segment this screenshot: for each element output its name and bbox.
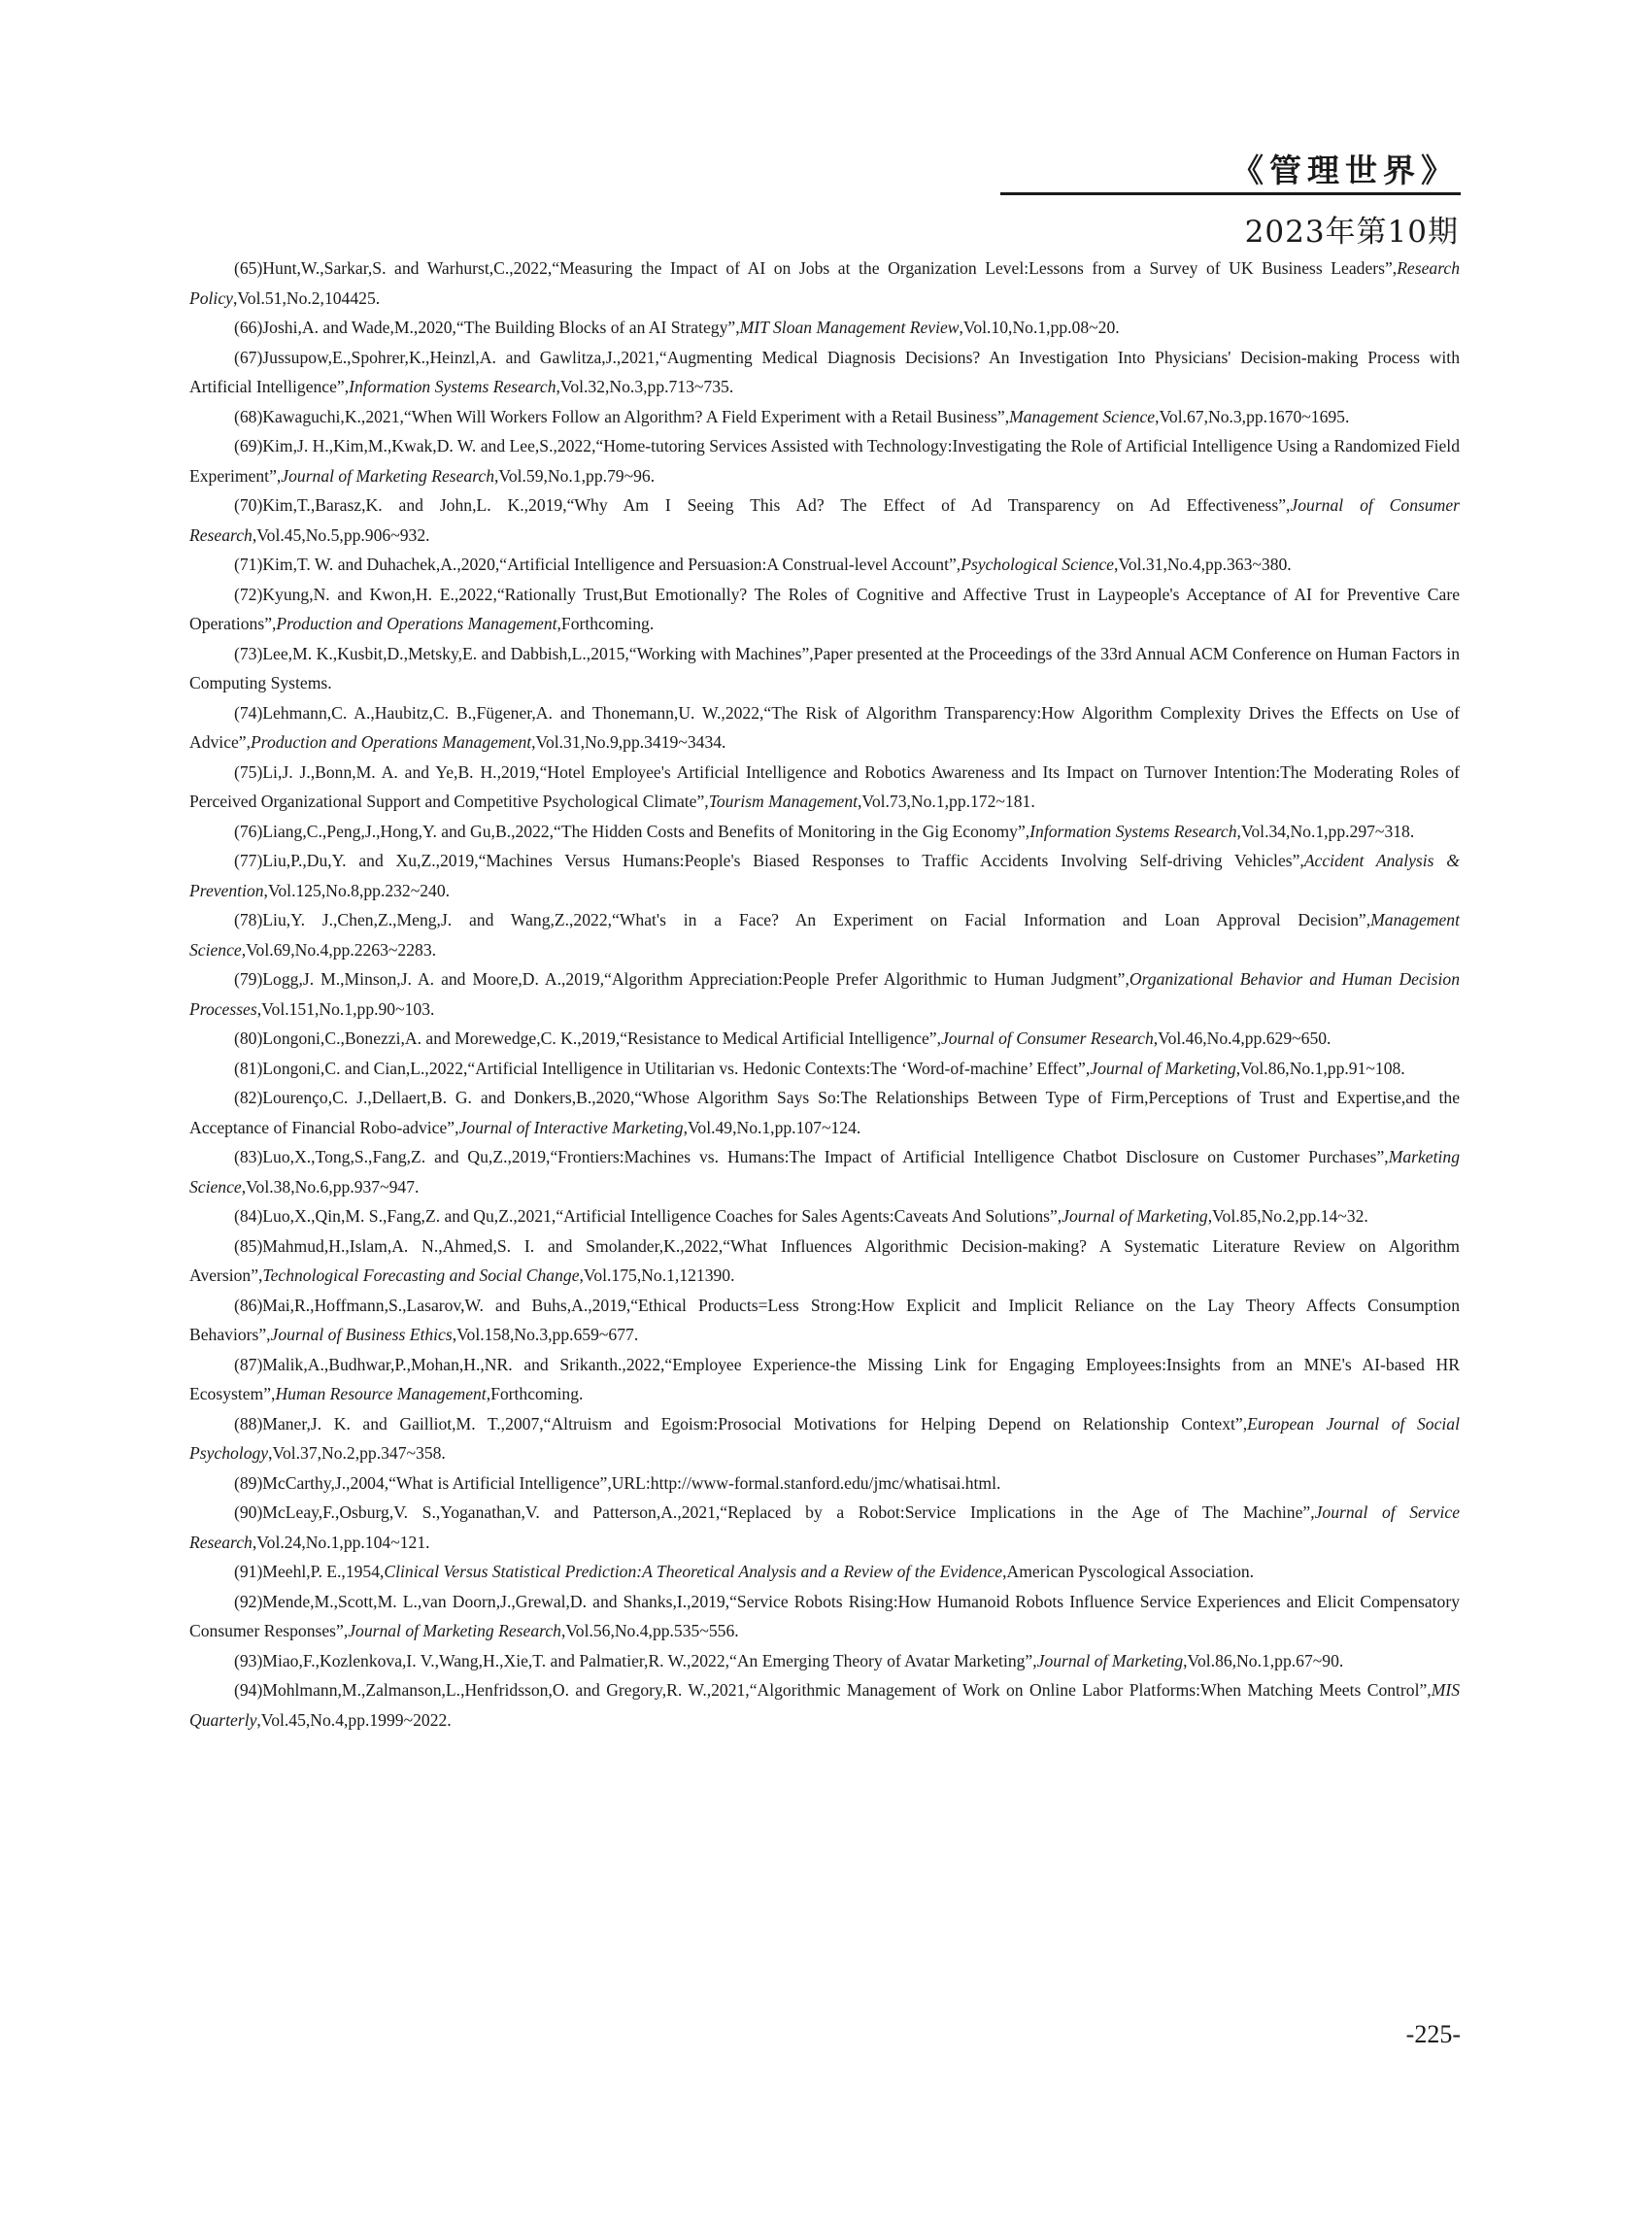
reference-text: (91)Meehl,P. E.,1954, [234, 1562, 385, 1581]
reference-item [189, 698, 1460, 758]
reference-source: MIS Quarterly [189, 1680, 1460, 1730]
reference-text: (67)Jussupow,E.,Spohrer,K.,Heinzl,A. and Gawlitza,J.,2021,“Augmenting Medical Diagnosis Decisions? An Investigation Into Physicians' Decision-making Process with Artificial Intelligence”, [189, 347, 1460, 396]
reference-item [189, 1468, 1460, 1499]
reference-text: (68)Kawaguchi,K.,2021,“When Will Workers Follow an Algorithm? A Field Experiment with a Retail Business”, [234, 406, 1010, 426]
reference-details: ,Vol.46,No.4,pp.629~650. [1153, 1029, 1332, 1048]
reference-item [189, 1557, 1460, 1587]
reference-item [189, 253, 1460, 313]
reference-item [189, 1409, 1460, 1468]
reference-item [189, 1498, 1460, 1557]
reference-details: ,Vol.125,No.8,pp.232~240. [263, 880, 451, 900]
reference-source: European Journal of Social Psychology [189, 1413, 1460, 1463]
reference-text: (73)Lee,M. K.,Kusbit,D.,Metsky,E. and Dabbish,L.,2015,“Working with Machines”,Paper presented at the Proceedings of the 33rd Annual ACM Conference on Human Factors in Computing Systems. [189, 643, 1460, 692]
page-number: -225- [1405, 2020, 1461, 2048]
reference-text: (81)Longoni,C. and Cian,L.,2022,“Artificial Intelligence in Utilitarian vs. Hedonic Contexts:The ‘Word-of-machine’ Effect”, [234, 1058, 1091, 1078]
reference-details: ,Vol.45,No.4,pp.1999~2022. [256, 1709, 452, 1730]
reference-item [189, 758, 1460, 817]
header-rule [1000, 192, 1461, 195]
reference-text: (84)Luo,X.,Qin,M. S.,Fang,Z. and Qu,Z.,2021,“Artificial Intelligence Coaches for Sales Agents:Caveats And Solutions”, [234, 1206, 1062, 1226]
reference-details: ,Vol.51,No.2,104425. [232, 287, 381, 308]
reference-text: (90)McLeay,F.,Osburg,V. S.,Yoganathan,V. and Patterson,A.,2021,“Replaced by a Robot:Service Implications in the Age of The Machine”, [234, 1502, 1315, 1522]
reference-item [189, 1024, 1460, 1054]
reference-source: Journal of Service Research [189, 1502, 1461, 1552]
reference-source: Psychological Science [961, 555, 1114, 574]
reference-details: ,Vol.24,No.1,pp.104~121. [252, 1532, 430, 1552]
reference-details: ,Vol.59,No.1,pp.79~96. [494, 465, 656, 486]
reference-item [189, 1142, 1460, 1201]
reference-details: ,Vol.10,No.1,pp.08~20. [959, 318, 1120, 337]
reference-text: (71)Kim,T. W. and Duhachek,A.,2020,“Artificial Intelligence and Persuasion:A Construal-level Account”, [234, 555, 961, 574]
reference-details: ,Vol.151,No.1,pp.90~103. [256, 998, 435, 1019]
reference-details: ,Vol.67,No.3,pp.1670~1695. [1155, 406, 1350, 426]
reference-item [189, 1646, 1460, 1676]
reference-details: ,Vol.31,No.9,pp.3419~3434. [531, 732, 726, 752]
reference-item [189, 964, 1460, 1024]
reference-details: ,Vol.158,No.3,pp.659~677. [452, 1325, 639, 1344]
reference-text: (69)Kim,J. H.,Kim,M.,Kwak,D. W. and Lee,S.,2022,“Home-tutoring Services Assisted with Technology:Investigating the Role of Artificial Intelligence Using a Randomized Field Experiment”, [189, 436, 1460, 486]
reference-text: (70)Kim,T.,Barasz,K. and John,L. K.,2019,“Why Am I Seeing This Ad? The Effect of Ad Transparency on Ad Effectiveness”, [234, 495, 1291, 515]
reference-item [189, 490, 1460, 550]
reference-item [189, 550, 1460, 580]
reference-source: Research Policy [189, 258, 1460, 308]
reference-details: ,Forthcoming. [486, 1384, 584, 1403]
reference-details: ,Vol.85,No.2,pp.14~32. [1207, 1206, 1368, 1226]
reference-item [189, 1201, 1460, 1231]
running-header [1000, 146, 1461, 251]
reference-source: Production and Operations Management [276, 614, 557, 633]
reference-text: (89)McCarthy,J.,2004,“What is Artificial Intelligence”,URL:http://www-formal.stanford.edu/jmc/whatisai.html. [234, 1472, 1001, 1493]
reference-list [189, 253, 1460, 1735]
reference-text: (87)Malik,A.,Budhwar,P.,Mohan,H.,NR. and Srikanth.,2022,“Employee Experience-the Missing Link for Engaging Employees:Insights from an MNE's AI-based HR Ecosystem”, [189, 1354, 1460, 1403]
reference-text: (80)Longoni,C.,Bonezzi,A. and Morewedge,C. K.,2019,“Resistance to Medical Artificial Intelligence”, [234, 1029, 941, 1048]
reference-details: ,Vol.49,No.1,pp.107~124. [683, 1117, 861, 1137]
reference-details: ,American Pyscological Association. [1002, 1562, 1255, 1581]
reference-item [189, 1083, 1460, 1142]
reference-text: (65)Hunt,W.,Sarkar,S. and Warhurst,C.,2022,“Measuring the Impact of AI on Jobs at the Organization Level:Lessons from a Survey of UK Business Leaders”, [234, 258, 1398, 278]
reference-source: MIT Sloan Management Review [739, 318, 960, 337]
reference-item [189, 1231, 1460, 1291]
reference-details: ,Vol.69,No.4,pp.2263~2283. [241, 939, 437, 960]
reference-text: (82)Lourenço,C. J.,Dellaert,B. G. and Donkers,B.,2020,“Whose Algorithm Says So:The Relationships Between Type of Firm,Perceptions of Trust and Expertise,and the Acceptance of Financial Robo-advice”, [189, 1088, 1460, 1137]
reference-details: ,Vol.31,No.4,pp.363~380. [1114, 555, 1292, 574]
reference-item [189, 817, 1460, 847]
reference-text: (86)Mai,R.,Hoffmann,S.,Lasarov,W. and Buhs,A.,2019,“Ethical Products=Less Strong:How Explicit and Implicit Reliance on the Lay Theory Affects Consumption Behaviors”, [189, 1295, 1460, 1344]
reference-item [189, 313, 1460, 343]
reference-text: (74)Lehmann,C. A.,Haubitz,C. B.,Fügener,A. and Thonemann,U. W.,2022,“The Risk of Algorithm Transparency:How Algorithm Complexity Drives the Effects on Use of Advice”, [189, 702, 1460, 752]
reference-source: Technological Forecasting and Social Change [262, 1265, 580, 1285]
reference-details: ,Vol.175,No.1,121390. [579, 1265, 735, 1285]
reference-text: (94)Mohlmann,M.,Zalmanson,L.,Henfridsson,O. and Gregory,R. W.,2021,“Algorithmic Management of Work on Online Labor Platforms:When Matching Meets Control”, [234, 1680, 1432, 1700]
reference-item [189, 1350, 1460, 1409]
reference-source: Clinical Versus Statistical Prediction:A Theoretical Analysis and a Review of the Evidence [384, 1562, 1003, 1581]
reference-details: ,Vol.38,No.6,pp.937~947. [241, 1176, 420, 1197]
reference-item [189, 639, 1460, 698]
reference-source: Management Science [189, 910, 1460, 960]
reference-text: (72)Kyung,N. and Kwon,H. E.,2022,“Rationally Trust,But Emotionally? The Roles of Cognitive and Affective Trust in Laypeople's Acceptance of AI for Preventive Care Operations”, [189, 584, 1460, 633]
reference-details: ,Vol.56,No.4,pp.535~556. [560, 1621, 739, 1640]
reference-details: ,Vol.73,No.1,pp.172~181. [858, 792, 1035, 811]
reference-source: Journal of Interactive Marketing [458, 1117, 684, 1137]
reference-source: Journal of Marketing [1090, 1058, 1236, 1078]
reference-item [189, 1054, 1460, 1084]
reference-source: Journal of Marketing Research [348, 1621, 561, 1640]
reference-item [189, 1587, 1460, 1646]
reference-source: Journal of Business Ethics [270, 1325, 453, 1344]
reference-text: (85)Mahmud,H.,Islam,A. N.,Ahmed,S. I. and Smolander,K.,2022,“What Influences Algorithmic Decision-making? A Systematic Literature Review on Algorithm Aversion”, [189, 1235, 1460, 1285]
reference-details: ,Vol.37,No.2,pp.347~358. [268, 1443, 446, 1463]
issue-label: 2023年第10期 [1244, 215, 1459, 250]
reference-source: Production and Operations Management [251, 732, 532, 752]
reference-details: ,Forthcoming. [556, 614, 655, 633]
reference-source: Journal of Marketing [1036, 1650, 1184, 1670]
reference-source: Information Systems Research [349, 377, 556, 396]
reference-text: (88)Maner,J. K. and Gailliot,M. T.,2007,“Altruism and Egoism:Prosocial Motivations for Helping Depend on Relationship Context”, [234, 1413, 1248, 1433]
reference-text: (79)Logg,J. M.,Minson,J. A. and Moore,D. A.,2019,“Algorithm Appreciation:People Prefer Algorithmic to Human Judgment”, [234, 969, 1129, 989]
reference-item [189, 402, 1460, 432]
reference-item [189, 1291, 1460, 1350]
reference-source: Marketing Science [189, 1147, 1460, 1197]
reference-text: (66)Joshi,A. and Wade,M.,2020,“The Building Blocks of an AI Strategy”, [234, 318, 740, 337]
reference-text: (83)Luo,X.,Tong,S.,Fang,Z. and Qu,Z.,2019,“Frontiers:Machines vs. Humans:The Impact of Artificial Intelligence Chatbot Disclosure on Customer Purchases”, [234, 1147, 1389, 1166]
reference-source: Accident Analysis & Prevention [189, 851, 1460, 900]
reference-text: (77)Liu,P.,Du,Y. and Xu,Z.,2019,“Machines Versus Humans:People's Biased Responses to Traffic Accidents Involving Self-driving Vehicles”, [234, 851, 1304, 870]
reference-details: ,Vol.45,No.5,pp.906~932. [252, 524, 430, 545]
reference-source: Organizational Behavior and Human Decision Processes [189, 969, 1460, 1019]
reference-item [189, 1675, 1460, 1735]
reference-item [189, 905, 1460, 964]
reference-details: ,Vol.32,No.3,pp.713~735. [556, 377, 734, 396]
reference-source: Management Science [1009, 406, 1156, 426]
reference-source: Journal of Consumer Research [189, 495, 1460, 545]
reference-source: Tourism Management [708, 792, 859, 811]
reference-source: Journal of Marketing [1062, 1206, 1208, 1226]
reference-text: (76)Liang,C.,Peng,J.,Hong,Y. and Gu,B.,2022,“The Hidden Costs and Benefits of Monitoring in the Gig Economy”, [234, 821, 1030, 841]
reference-text: (92)Mende,M.,Scott,M. L.,van Doorn,J.,Grewal,D. and Shanks,I.,2019,“Service Robots Rising:How Humanoid Robots Influence Service Experiences and Elicit Compensatory Consumer Responses”, [189, 1591, 1460, 1640]
reference-source: Journal of Marketing Research [281, 465, 495, 486]
reference-source: Information Systems Research [1029, 821, 1237, 841]
reference-details: ,Vol.34,No.1,pp.297~318. [1236, 821, 1415, 841]
reference-item [189, 846, 1460, 905]
reference-details: ,Vol.86,No.1,pp.67~90. [1183, 1650, 1344, 1670]
reference-item [189, 580, 1460, 639]
reference-text: (78)Liu,Y. J.,Chen,Z.,Meng,J. and Wang,Z.,2022,“What's in a Face? An Experiment on Facial Information and Loan Approval Decision”, [234, 910, 1371, 929]
reference-text: (75)Li,J. J.,Bonn,M. A. and Ye,B. H.,2019,“Hotel Employee's Artificial Intelligence and Robotics Awareness and Its Impact on Turnover Intention:The Moderating Roles of Perceived Organizational Support and Competitive Psychological Climate”, [189, 761, 1460, 811]
reference-source: Human Resource Management [275, 1384, 487, 1403]
journal-title: 《管理世界》 [1231, 152, 1459, 189]
reference-source: Journal of Consumer Research [940, 1029, 1154, 1048]
reference-item [189, 343, 1460, 402]
reference-item [189, 431, 1460, 490]
reference-text: (93)Miao,F.,Kozlenkova,I. V.,Wang,H.,Xie,T. and Palmatier,R. W.,2022,“An Emerging Theory of Avatar Marketing”, [234, 1650, 1037, 1670]
reference-details: ,Vol.86,No.1,pp.91~108. [1235, 1058, 1405, 1078]
